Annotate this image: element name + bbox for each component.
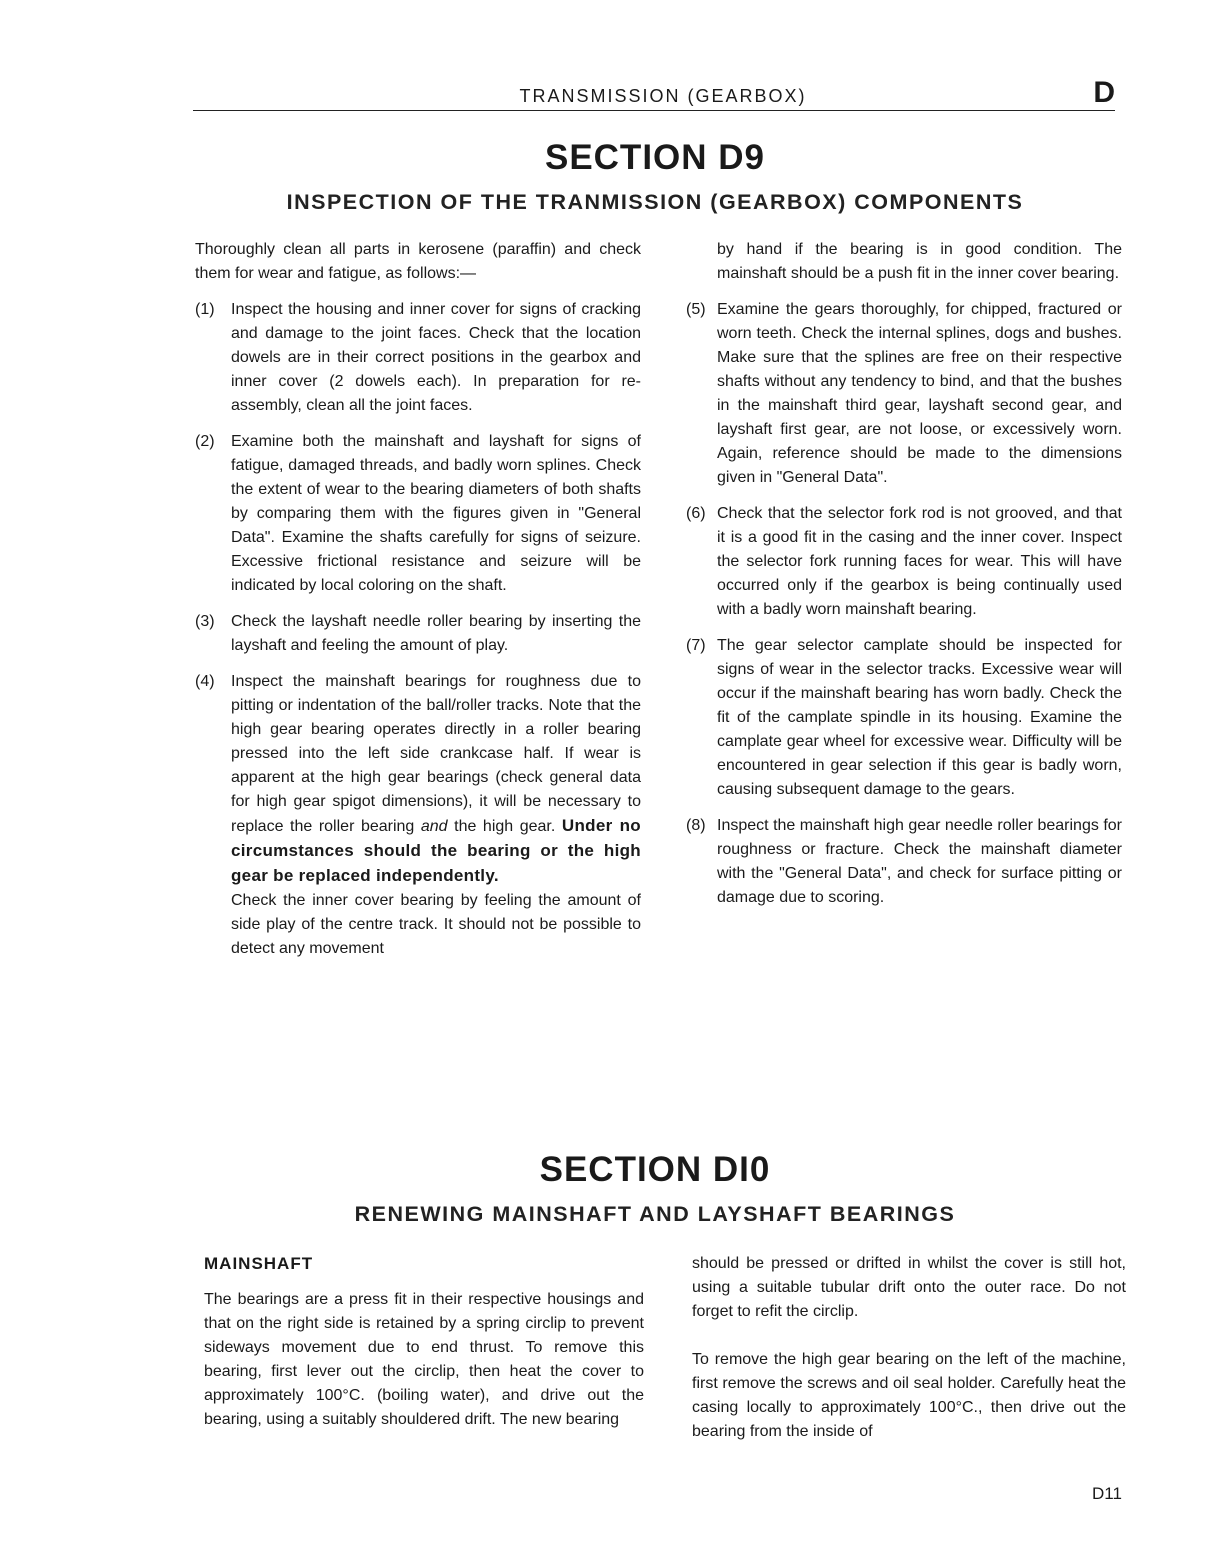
item-text: Check the layshaft needle roller bearing by inserting the layshaft and feeling the amount of play.	[231, 613, 641, 654]
item-text: Examine both the mainshaft and layshaft for signs of fatigue, damaged threads, and badly worn splines. Check the extent of wear to the bearing diameters of both shafts by comparing them with the figures given in "General Data". Examine the shafts carefully for signs of seizure. Excessive frictional resistance and seizure will be indicated by local coloring on the shaft.	[231, 433, 641, 594]
item-number: (4)	[195, 673, 215, 690]
mainshaft-heading: MAINSHAFT	[204, 1254, 314, 1273]
section-d10-title: SECTION DI0	[539, 1150, 771, 1189]
page-number: D11	[1092, 1484, 1122, 1503]
header-title: TRANSMISSION (GEARBOX)	[519, 86, 807, 106]
header-letter: D	[1093, 76, 1115, 109]
d9-left-column	[195, 238, 641, 973]
item-number: (3)	[195, 613, 215, 630]
item-number: (7)	[686, 637, 706, 654]
d9-right-column	[686, 238, 1122, 922]
running-header	[193, 76, 1115, 111]
item-number: (1)	[195, 301, 215, 318]
item-text: Examine the gears thoroughly, for chipped, fractured or worn teeth. Check the internal splines, dogs and bushes. Make sure that the splines are free on their respective shafts without any tendency to bind, and that the bushes in the mainshaft third gear, layshaft second gear, and layshaft first gear, are not loose, or excessively worn. Again, reference should be made to the dimensions given in "General Data".	[717, 301, 1122, 486]
item-text: Inspect the mainshaft high gear needle roller bearings for roughness or fracture. Check the mainshaft diameter with the "General Data", and check for surface pitting or damage due to scoring.	[717, 817, 1122, 906]
d9-intro: Thoroughly clean all parts in kerosene (paraffin) and check them for wear and fatigue, as follows:—	[195, 241, 641, 282]
d10-left-text: The bearings are a press fit in their respective housings and that on the right side is retained by a spring circlip to prevent sideways movement due to end thrust. To remove this bearing, first lever out the circlip, then heat the cover to approximately 100°C. (boiling water), and drive out the bearing, using a suitably shouldered drift. The new bearing	[204, 1291, 644, 1428]
list-item	[195, 670, 641, 961]
italic-text: and	[420, 818, 448, 835]
list-item	[195, 610, 641, 658]
item-number: (6)	[686, 505, 706, 522]
list-item	[686, 298, 1122, 490]
d10-left-column	[204, 1252, 644, 1444]
item-4-continued: by hand if the bearing is in good condition. The mainshaft should be a push fit in the inner cover bearing.	[717, 241, 1122, 282]
list-item	[195, 298, 641, 418]
section-d10-subtitle: RENEWING MAINSHAFT AND LAYSHAFT BEARINGS	[354, 1202, 956, 1226]
d10-right-text-2: To remove the high gear bearing on the left of the machine, first remove the screws and oil seal holder. Carefully heat the casing locally to approximately 100°C., then drive out the bearing from the inside of	[692, 1351, 1126, 1440]
list-item	[195, 430, 641, 598]
section-d9-subtitle: INSPECTION OF THE TRANMISSION (GEARBOX) COMPONENTS	[286, 190, 1024, 214]
list-item	[686, 814, 1122, 910]
section-d9-title: SECTION D9	[544, 138, 766, 177]
item-number: (5)	[686, 301, 706, 318]
item-text-part: the high gear.	[447, 818, 562, 835]
item-number: (8)	[686, 817, 706, 834]
d10-right-column	[692, 1252, 1126, 1456]
item-text-part: Check the inner cover bearing by feeling the amount of side play of the centre track. It should not be possible to detect any movement	[231, 892, 641, 957]
item-text: The gear selector camplate should be inspected for signs of wear in the selector tracks. Excessive wear will occur if the mainshaft bearing has worn badly. Check the fit of the camplate spindle in its housing. Examine the camplate gear wheel for excessive wear. Difficulty will be encountered in gear selection if this gear is badly worn, causing subsequent damage to the gears.	[717, 637, 1122, 798]
item-text-part: Inspect the mainshaft bearings for roughness due to pitting or indentation of the ball/roller tracks. Note that the high gear bearing operates directly in a roller bearing pressed into the left side crankcase half. If wear is apparent at the high gear bearings (check general data for high gear spigot dimensions), it will be necessary to replace the roller bearing	[231, 673, 641, 835]
bold-warning: Under no circumstances should the bearing or the high gear be replaced independently.	[231, 816, 641, 885]
item-text: Inspect the housing and inner cover for signs of cracking and damage to the joint faces. Check that the location dowels are in their correct positions in the gearbox and inner cover (2 dowels each). In preparation for re-assembly, clean all the joint faces.	[231, 301, 641, 414]
item-number: (2)	[195, 433, 215, 450]
item-text	[231, 670, 641, 961]
d10-right-text-1: should be pressed or drifted in whilst the cover is still hot, using a suitable tubular drift onto the outer race. Do not forget to refit the circlip.	[692, 1255, 1126, 1320]
list-item	[686, 634, 1122, 802]
item-text: Check that the selector fork rod is not grooved, and that it is a good fit in the casing and the inner cover. Inspect the selector fork running faces for wear. This will have occurred only if the gearbox is being continually used with a badly worn mainshaft bearing.	[717, 505, 1122, 618]
list-item	[686, 502, 1122, 622]
